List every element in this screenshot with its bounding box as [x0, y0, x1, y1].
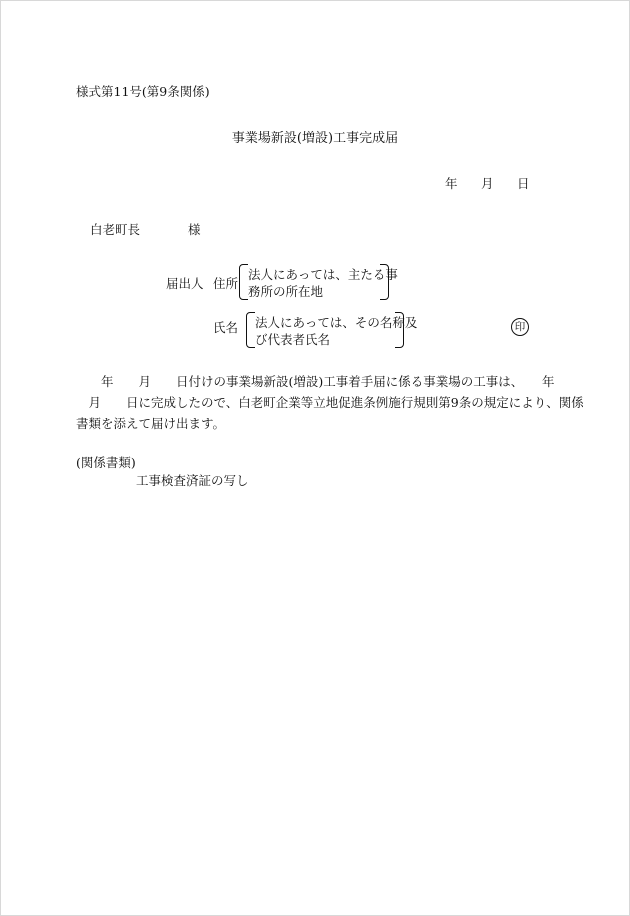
form-number: 様式第11号(第9条関係): [76, 84, 210, 99]
date-line: [445, 176, 530, 192]
addressee: [90, 222, 201, 238]
address-note-line2: 務所の所在地: [248, 284, 324, 299]
seal-mark: 印: [511, 318, 529, 336]
name-note-line1: 法人にあっては、その名称及: [255, 315, 418, 330]
address-label: 住所: [213, 276, 239, 291]
name-note-line2: び代表者氏名: [255, 332, 331, 347]
address-note: [248, 266, 398, 300]
related-documents-heading: (関係書類): [76, 455, 136, 470]
address-note-line1: 法人にあっては、主たる事: [248, 267, 398, 282]
date-day-label: 日: [517, 176, 530, 191]
date-year-label: 年: [445, 176, 458, 191]
body-line-1: 年 月 日付けの事業場新設(増設)工事着手届に係る事業場の工事は、 年: [76, 374, 555, 389]
addressee-name: 白老町長: [90, 222, 141, 237]
name-label: 氏名: [213, 320, 239, 335]
date-month-label: 月: [481, 176, 494, 191]
addressee-honorific: 様: [188, 222, 201, 237]
applicant-label: 届出人: [166, 276, 204, 291]
address-bracket: [239, 264, 398, 300]
body-line-2: 月 日に完成したので、白老町企業等立地促進条例施行規則第9条の規定により、関係: [76, 395, 584, 410]
related-document-item: 工事検査済証の写し: [136, 473, 249, 488]
name-bracket: [246, 312, 418, 348]
document-title: 事業場新設(増設)工事完成届: [231, 131, 399, 146]
name-note: [255, 314, 417, 348]
body-paragraph: [76, 371, 584, 434]
body-line-3: 書類を添えて届け出ます。: [76, 416, 226, 431]
